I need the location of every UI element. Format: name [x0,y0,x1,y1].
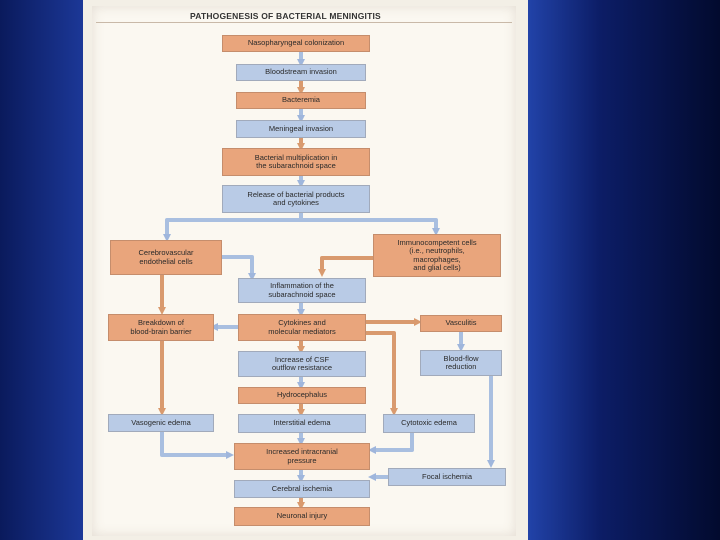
node-breakdown: Breakdown of blood-brain barrier [108,314,214,341]
node-csf: Increase of CSF outflow resistance [238,351,366,377]
node-icp: Increased intracranial pressure [234,443,370,470]
node-bloodflow: Blood-flow reduction [420,350,502,376]
node-immunocompetent: Immunocompetent cells (i.e., neutrophils, macrophages, and glial cells) [373,234,501,277]
node-cerebrovascular: Cerebrovascular endothelial cells [110,240,222,275]
node-focal: Focal ischemia [388,468,506,486]
arrow-vasogenic-icp [162,432,230,455]
node-hydrocephalus: Hydrocephalus [238,387,366,404]
node-vasogenic: Vasogenic edema [108,414,214,432]
node-vasculitis: Vasculitis [420,315,502,332]
node-bacteremia: Bacteremia [236,92,366,109]
arrow-cytokines-cytotoxic [366,333,394,412]
node-interstitial: Interstitial edema [238,414,366,433]
diagram-title: PATHOGENESIS OF BACTERIAL MENINGITIS [190,11,381,21]
node-cytokines: Cytokines and molecular mediators [238,314,366,341]
node-inflammation: Inflammation of the subarachnoid space [238,278,366,303]
node-nasopharyngeal: Nasopharyngeal colonization [222,35,370,52]
arrow-release-immuno [301,213,436,232]
node-cerebral-ischemia: Cerebral ischemia [234,480,370,498]
node-meningeal: Meningeal invasion [236,120,366,138]
arrow-immuno-inflammation [322,258,376,273]
node-cytotoxic: Cytotoxic edema [383,414,475,433]
arrow-cerebro-inflammation [222,257,252,277]
arrow-cytotoxic-icp [372,433,412,450]
node-release: Release of bacterial products and cytokines [222,185,370,213]
arrow-release-cerebro [167,213,301,238]
node-neuronal: Neuronal injury [234,507,370,526]
node-multiplication: Bacterial multiplication in the subarachnoid space [222,148,370,176]
node-bloodstream: Bloodstream invasion [236,64,366,81]
